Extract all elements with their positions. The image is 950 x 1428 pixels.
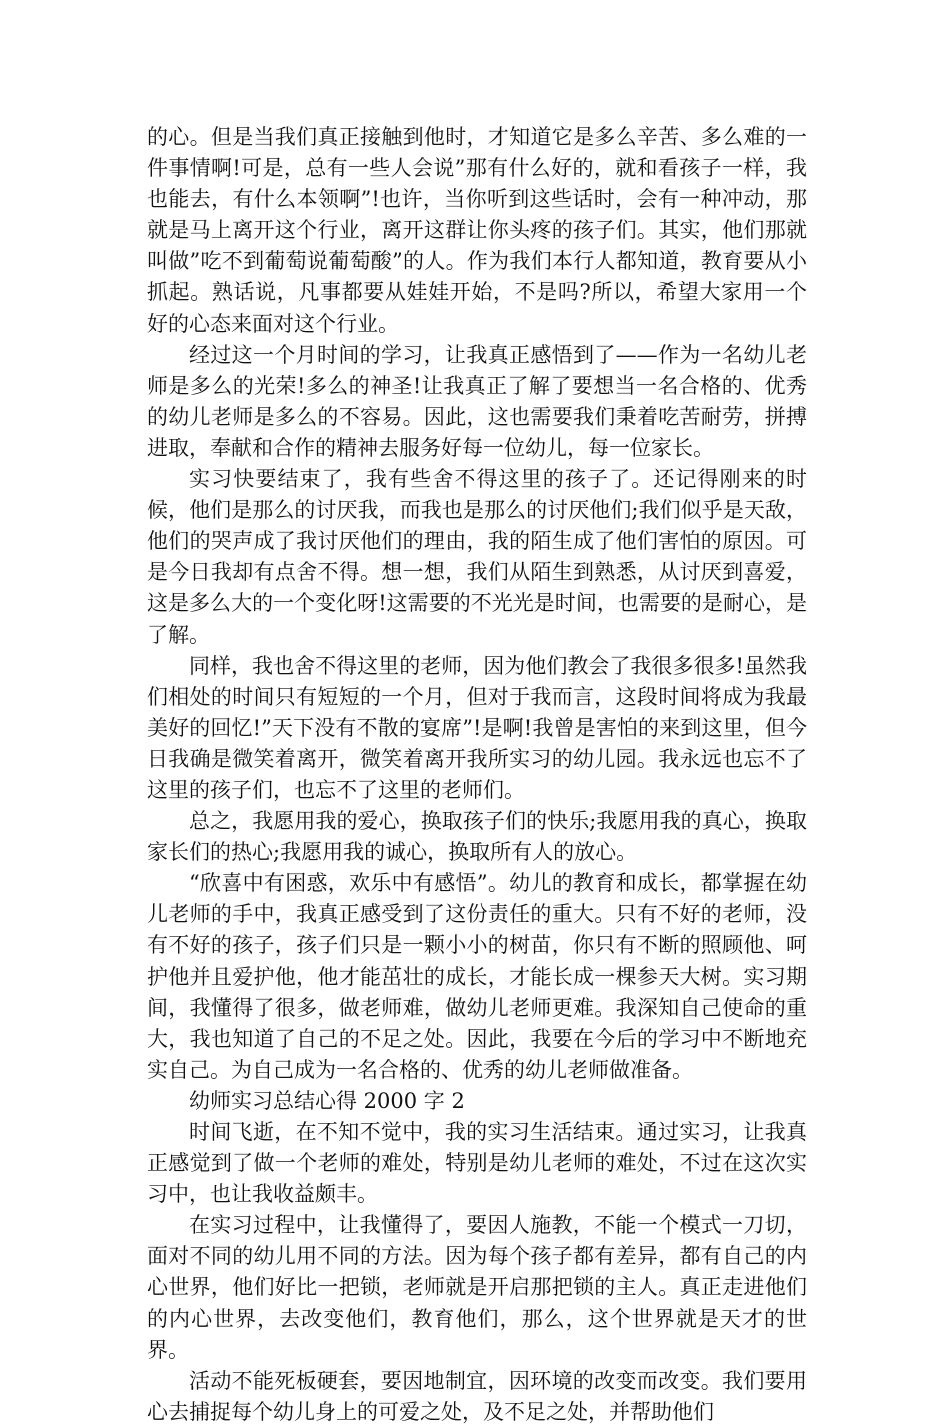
paragraph-8: 在实习过程中，让我懂得了，要因人施教，不能一个模式一刀切，面对不同的幼儿用不同的方法。因为每个孩子都有差异，都有自己的内心世界，他们好比一把锁，老师就是开启那把锁的主人。真正走进他们的内心世界，去改变他们，教育他们，那么，这个世界就是天才的世界。	[147, 1213, 807, 1362]
paragraph-1: 的心。但是当我们真正接触到他时，才知道它是多么辛苦、多么难的一件事情啊!可是，总有一些人会说”那有什么好的，就和看孩子一样，我也能去，有什么本领啊”!也许，当你听到这些话时，会有一种冲动，那就是马上离开这个行业，离开这群让你头疼的孩子们。其实，他们那就叫做”吃不到葡萄说葡萄酸”的人。作为我们本行人都知道，教育要从小抓起。熟话说，凡事都要从娃娃开始，不是吗?所以，希望大家用一个好的心态来面对这个行业。	[147, 125, 807, 336]
paragraph-7: 时间飞逝，在不知不觉中，我的实习生活结束。通过实习，让我真正感觉到了做一个老师的难处，特别是幼儿老师的难处，不过在这次实习中，也让我收益颇丰。	[147, 1120, 807, 1207]
paragraph-5: 总之，我愿用我的爱心，换取孩子们的快乐;我愿用我的真心，换取家长们的热心;我愿用我的诚心，换取所有人的放心。	[147, 809, 807, 865]
paragraph-4: 同样，我也舍不得这里的老师，因为他们教会了我很多很多!虽然我们相处的时间只有短短的一个月，但对于我而言，这段时间将成为我最美好的回忆!”天下没有不散的宴席”!是啊!我曾是害怕的来到这里，但今日我确是微笑着离开，微笑着离开我所实习的幼儿园。我永远也忘不了这里的孩子们，也忘不了这里的老师们。	[147, 653, 807, 802]
paragraph-9: 活动不能死板硬套，要因地制宜，因环境的改变而改变。我们要用心去捕捉每个幼儿身上的可爱之处，及不足之处，并帮助他们	[147, 1368, 807, 1424]
paragraph-6: “欣喜中有困惑，欢乐中有感悟”。幼儿的教育和成长，都掌握在幼儿老师的手中，我真正感受到了这份责任的重大。只有不好的老师，没有不好的孩子，孩子们只是一颗小小的树苗，你只有不断的照顾他、呵护他并且爱护他，他才能茁壮的成长，才能长成一棵参天大树。实习期间，我懂得了很多，做老师难，做幼儿老师更难。我深知自己使命的重大，我也知道了自己的不足之处。因此，我要在今后的学习中不断地充实自己。为自己成为一名合格的、优秀的幼儿老师做准备。	[147, 871, 807, 1082]
document-body	[147, 122, 807, 1428]
paragraph-3: 实习快要结束了，我有些舍不得这里的孩子了。还记得刚来的时候，他们是那么的讨厌我，而我也是那么的讨厌他们;我们似乎是天敌，他们的哭声成了我讨厌他们的理由，我的陌生成了他们害怕的原因。可是今日我却有点舍不得。想一想，我们从陌生到熟悉，从讨厌到喜爱，这是多么大的一个变化呀!这需要的不光光是时间，也需要的是耐心，是了解。	[147, 467, 807, 647]
section-heading: 幼师实习总结心得 2000 字 2	[189, 1088, 465, 1113]
paragraph-2: 经过这一个月时间的学习，让我真正感悟到了——作为一名幼儿老师是多么的光荣!多么的神圣!让我真正了解了要想当一名合格的、优秀的幼儿老师是多么的不容易。因此，这也需要我们秉着吃苦耐劳，拼搏进取，奉献和合作的精神去服务好每一位幼儿，每一位家长。	[147, 342, 807, 460]
